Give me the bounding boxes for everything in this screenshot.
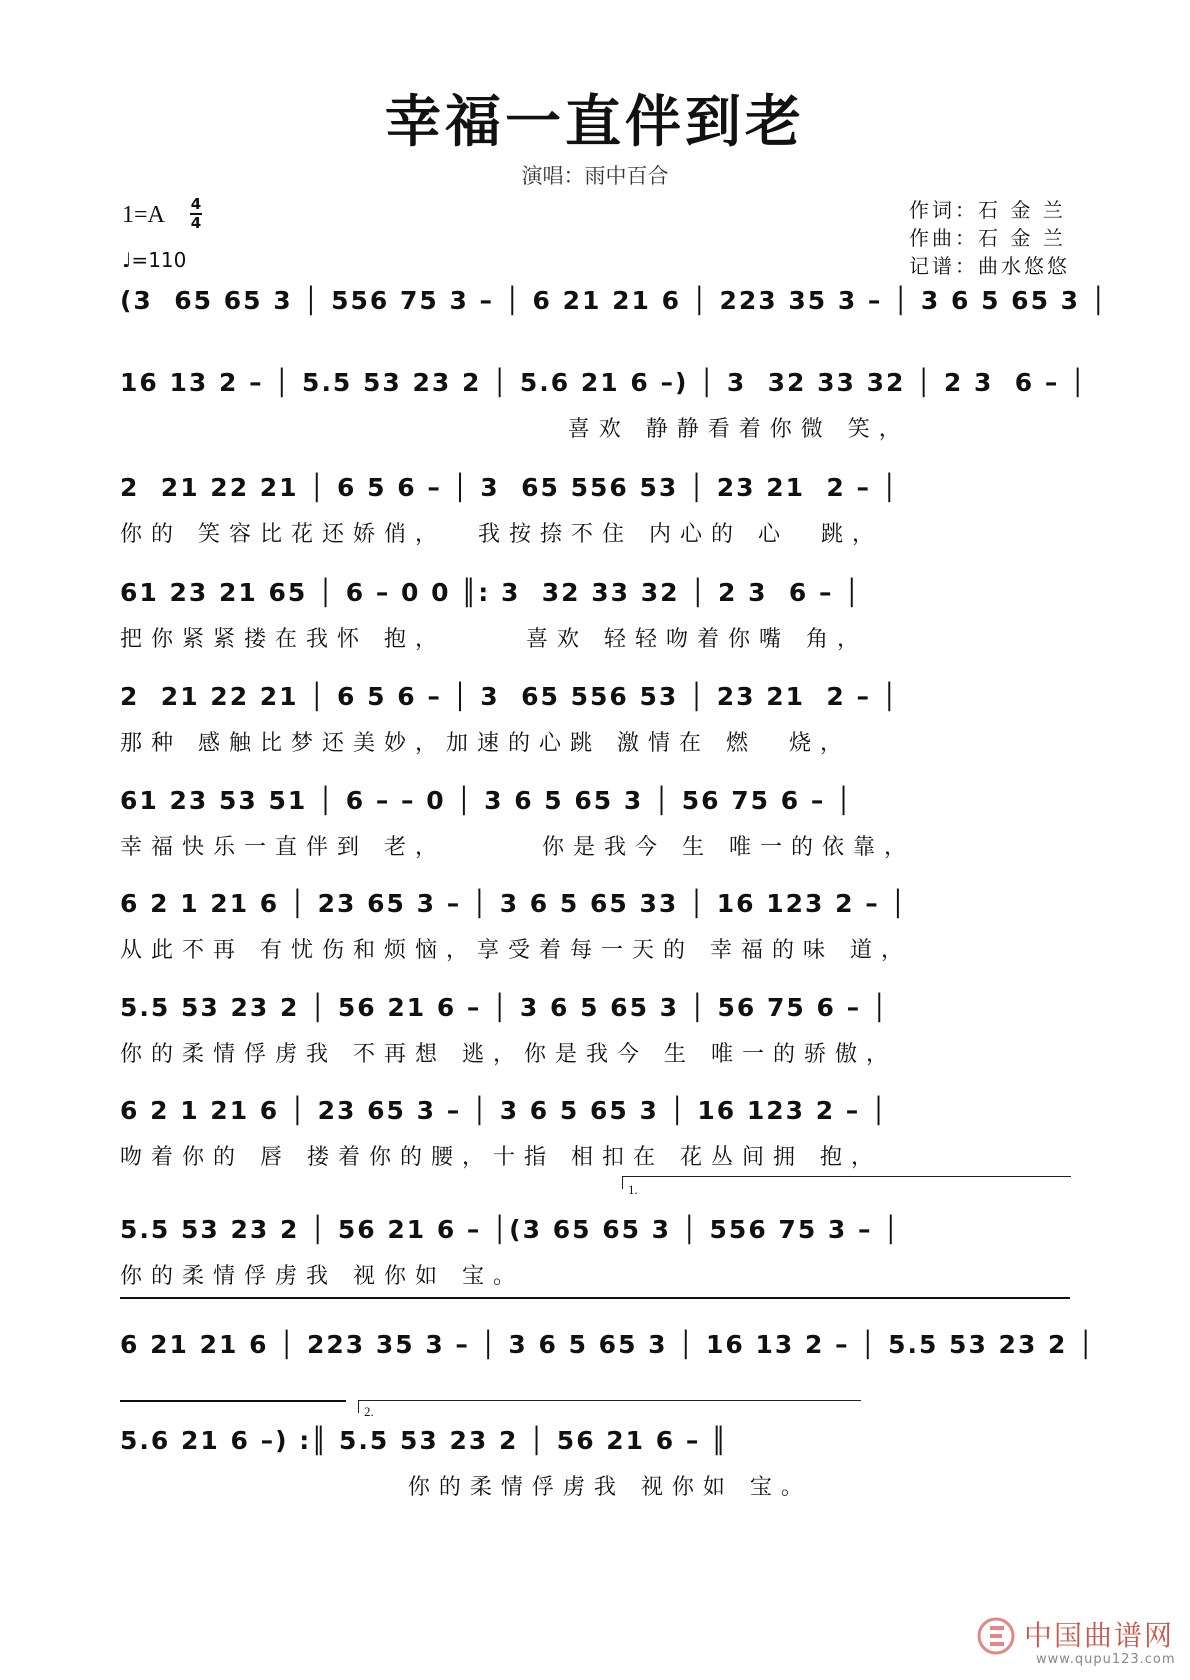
score-row-4-lyrics: 把你紧紧搂在我怀 抱， 喜欢 轻轻吻着你嘴 角， <box>120 627 868 652</box>
score-row-10-lyrics: 你的柔情俘虏我 视你如 宝。 <box>120 1264 524 1289</box>
score-row-5-lyrics: 那种 感触比梦还美妙，加速的心跳 激情在 燃 烧， <box>120 731 851 756</box>
watermark-url: www.qupu123.com <box>1036 1652 1176 1667</box>
score-row-3-notes: 2 21 22 21 │ 6 5 6 – │ 3 65 556 53 │ 23 21 2 – │ <box>120 473 899 502</box>
score-row-6-lyrics: 幸福快乐一直伴到 老， 你是我今 生 唯一的依靠， <box>120 835 915 860</box>
score-row-9-lyrics: 吻着你的 唇 搂着你的腰，十指 相扣在 花丛间拥 抱， <box>120 1145 882 1170</box>
score-row-6-notes: 61 23 53 51 │ 6 – – 0 │ 3 6 5 65 3 │ 56 75 6 – │ <box>120 786 854 815</box>
composer: 作曲：石 金 兰 <box>909 226 1066 250</box>
score-row-7-notes: 6 2 1 21 6 │ 23 65 3 – │ 3 6 5 65 33 │ 16 123 2 – │ <box>120 889 908 918</box>
key-signature: 1=A <box>122 202 165 228</box>
watermark-name: 中国曲谱网 <box>1024 1619 1175 1652</box>
score-row-11-notes: 6 21 21 6 │ 223 35 3 – │ 3 6 5 65 3 │ 16 13 2 – │ 5.5 53 23 2 │ <box>120 1330 1096 1359</box>
watermark <box>976 1612 1176 1672</box>
singer-line: 演唱：雨中百合 <box>521 164 669 188</box>
score-row-12-notes: 5.6 21 6 –) :║ 5.5 53 23 2 │ 56 21 6 – ║ <box>120 1426 729 1455</box>
credits <box>909 196 1070 280</box>
site-logo-icon <box>976 1616 1016 1656</box>
score-row-9-notes: 6 2 1 21 6 │ 23 65 3 – │ 3 6 5 65 3 │ 16 123 2 – │ <box>120 1096 889 1125</box>
transcriber: 记谱：曲水悠悠 <box>909 254 1070 278</box>
score-row-10-notes: 5.5 53 23 2 │ 56 21 6 – │(3 65 65 3 │ 556 75 3 – │ <box>120 1215 901 1244</box>
meter-bottom: 4 <box>190 214 202 232</box>
score-row-2-notes: 16 13 2 – │ 5.5 53 23 2 │ 5.6 21 6 –) │ 3 32 33 32 │ 2 3 6 – │ <box>120 368 1088 397</box>
time-signature <box>190 197 202 231</box>
volta-1-continuation <box>120 1297 1070 1299</box>
tempo-mark: ♩=110 <box>122 248 187 272</box>
score-row-4-notes: 61 23 21 65 │ 6 – 0 0 ║: 3 32 33 32 │ 2 3 6 – │ <box>120 578 862 607</box>
volta-2-number: 2. <box>364 1404 374 1419</box>
score-row-12-lyrics: 你的柔情俘虏我 视你如 宝。 <box>120 1475 812 1500</box>
score-row-1-notes: (3 65 65 3 │ 556 75 3 – │ 6 21 21 6 │ 223 35 3 – │ 3 6 5 65 3 │ <box>120 286 1108 315</box>
volta-2-bracket <box>358 1400 861 1413</box>
score-row-8-notes: 5.5 53 23 2 │ 56 21 6 – │ 3 6 5 65 3 │ 56 75 6 – │ <box>120 993 889 1022</box>
meter-top: 4 <box>190 195 202 213</box>
score-row-5-notes: 2 21 22 21 │ 6 5 6 – │ 3 65 556 53 │ 23 21 2 – │ <box>120 682 899 711</box>
song-title: 幸福一直伴到老 <box>385 89 805 155</box>
volta-1-bracket <box>622 1176 1071 1189</box>
score-row-3-lyrics: 你的 笑容比花还娇俏， 我按捺不住 内心的 心 跳， <box>120 522 883 547</box>
score-row-2-lyrics: 喜欢 静静看着你微 笑， <box>120 417 910 442</box>
volta-1-number: 1. <box>628 1182 638 1197</box>
score-row-7-lyrics: 从此不再 有忧伤和烦恼，享受着每一天的 幸福的味 道， <box>120 938 912 963</box>
lyricist: 作词：石 金 兰 <box>909 198 1066 222</box>
score-row-8-lyrics: 你的柔情俘虏我 不再想 逃，你是我今 生 唯一的骄傲， <box>120 1042 897 1067</box>
volta-1-end <box>120 1400 346 1402</box>
